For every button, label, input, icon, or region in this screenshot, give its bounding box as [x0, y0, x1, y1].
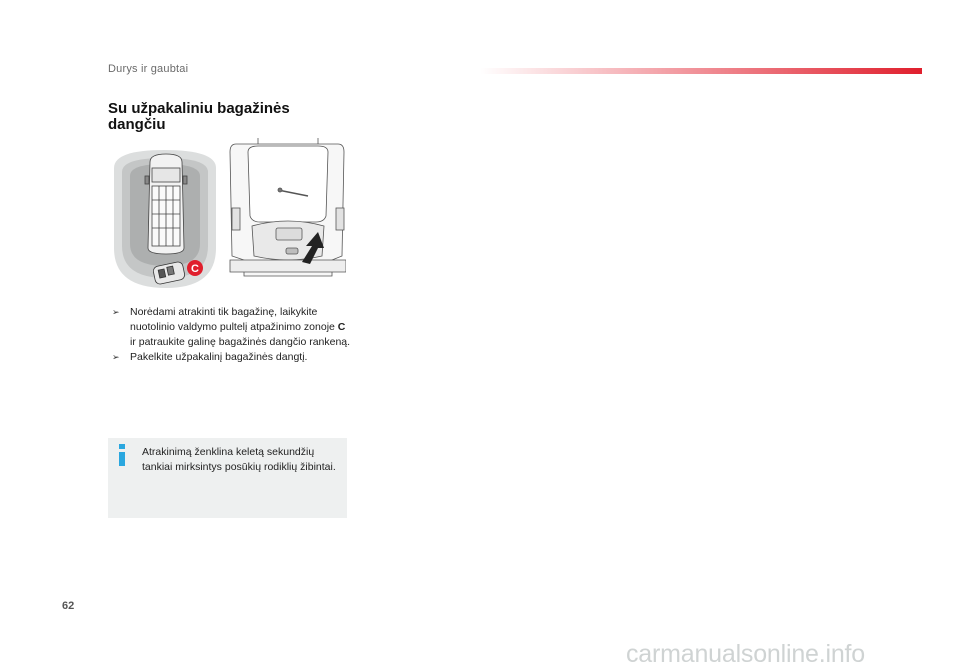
bullet-arrow-icon: ➢	[112, 307, 120, 317]
instruction-text: Norėdami atrakinti tik bagažinę, laikykite nuotolinio valdymo pultelį atpažinimo zonoje	[130, 306, 338, 333]
zone-reference: C	[337, 321, 346, 333]
page-number: 62	[62, 600, 75, 612]
info-icon	[116, 444, 128, 466]
header-accent-bar	[480, 68, 922, 74]
zone-c-label: C	[191, 263, 199, 275]
instruction-item	[112, 305, 352, 350]
footer-watermark: carmanualsonline.info	[626, 640, 866, 668]
van-rear-view	[230, 138, 346, 276]
section-title: Su užpakaliniu bagažinės dangčiu	[108, 100, 290, 133]
instruction-item	[112, 350, 352, 365]
section-header: Durys ir gaubtai	[108, 63, 189, 75]
tailgate-illustration	[106, 138, 346, 300]
instruction-list	[112, 305, 352, 365]
bullet-arrow-icon: ➢	[112, 352, 120, 362]
instruction-text: Pakelkite užpakalinį bagažinės dangtį.	[130, 351, 308, 363]
van-top-view	[145, 154, 187, 254]
info-note-text: Atrakinimą ženklina keletą sekundžių tankiai mirksintys posūkių rodiklių žibintai.	[142, 446, 336, 473]
instruction-text: ir patraukite galinę bagažinės dangčio rankeną.	[130, 336, 351, 348]
